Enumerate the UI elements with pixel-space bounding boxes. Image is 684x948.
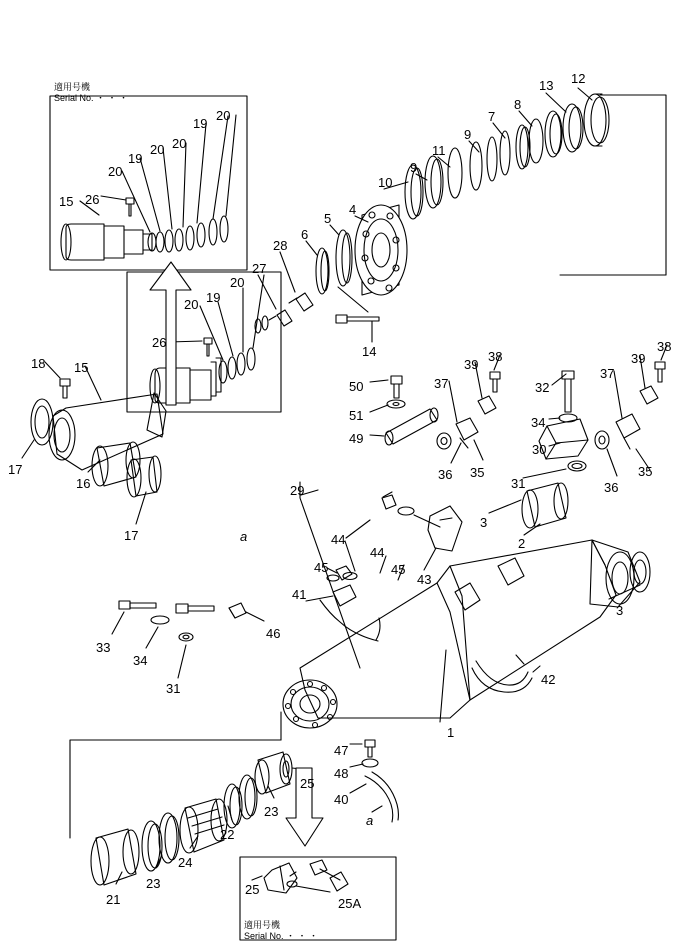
callout-46: 46 bbox=[266, 626, 281, 641]
callout-51: 51 bbox=[349, 408, 364, 423]
callout-24: 24 bbox=[178, 855, 193, 870]
callout-9-b: 9 bbox=[410, 160, 418, 175]
serial-note-bottom-line1: 適用号機 bbox=[244, 920, 281, 930]
callout-19-b: 19 bbox=[128, 151, 143, 166]
callout-20-a: 20 bbox=[216, 108, 231, 123]
callout-14: 14 bbox=[362, 344, 377, 359]
callout-20-b: 20 bbox=[172, 136, 187, 151]
callout-23-a: 23 bbox=[264, 804, 279, 819]
callout-28: 28 bbox=[273, 238, 288, 253]
callout-section-a-lower: a bbox=[366, 813, 374, 828]
callout-39-a: 39 bbox=[464, 357, 479, 372]
callout-29: 29 bbox=[290, 483, 305, 498]
callout-34-b: 34 bbox=[133, 653, 148, 668]
serial-note-bottom-line2: Serial No. ・ ・ ・ bbox=[244, 931, 319, 942]
callout-44-a: 44 bbox=[331, 532, 346, 547]
callout-36-b: 36 bbox=[604, 480, 619, 495]
callout-15-b: 15 bbox=[74, 360, 89, 375]
pin-28 bbox=[289, 293, 313, 311]
callout-13: 13 bbox=[539, 78, 554, 93]
callout-3-b: 3 bbox=[616, 603, 624, 618]
callout-50: 50 bbox=[349, 379, 364, 394]
callout-44-b: 44 bbox=[370, 545, 385, 560]
callout-38-b: 38 bbox=[657, 339, 672, 354]
callout-5: 5 bbox=[324, 211, 332, 226]
callout-16: 16 bbox=[76, 476, 91, 491]
callout-21: 21 bbox=[106, 892, 121, 907]
callout-17-b: 17 bbox=[124, 528, 139, 543]
callout-32: 32 bbox=[535, 380, 550, 395]
callout-25A: 25A bbox=[338, 896, 362, 911]
callout-34-a: 34 bbox=[531, 415, 546, 430]
lower-fasteners-47-48-40 bbox=[362, 740, 398, 822]
callout-31-a: 31 bbox=[511, 476, 526, 491]
callout-35-b: 35 bbox=[638, 464, 653, 479]
callout-43: 43 bbox=[417, 572, 432, 587]
callout-31-b: 31 bbox=[166, 681, 181, 696]
callout-15-a: 15 bbox=[59, 194, 74, 209]
callout-11: 11 bbox=[432, 143, 446, 158]
callout-49: 49 bbox=[349, 431, 364, 446]
callout-27: 27 bbox=[252, 261, 267, 276]
callout-6: 6 bbox=[301, 227, 309, 242]
serial-note-top-line2: Serial No. ・ ・ ・ bbox=[54, 93, 129, 104]
callout-45-a: 45 bbox=[314, 560, 329, 575]
callout-18: 18 bbox=[31, 356, 46, 371]
bolt-14 bbox=[336, 315, 379, 342]
callout-10: 10 bbox=[378, 175, 393, 190]
callout-45-b: 45 bbox=[391, 562, 406, 577]
callout-48: 48 bbox=[334, 766, 349, 781]
lower-left-fasteners bbox=[119, 601, 246, 641]
callout-8: 8 bbox=[514, 97, 522, 112]
callout-26-b: 26 bbox=[152, 335, 167, 350]
callout-9-a: 9 bbox=[464, 127, 472, 142]
callout-23-b: 23 bbox=[146, 876, 161, 891]
callout-section-a-upper: a bbox=[240, 529, 248, 544]
part-27 bbox=[255, 310, 292, 333]
callout-25-b: 25 bbox=[245, 882, 260, 897]
callout-20-e: 20 bbox=[230, 275, 245, 290]
callout-42: 42 bbox=[541, 672, 556, 687]
serial-note-top bbox=[54, 82, 128, 105]
callout-25-a: 25 bbox=[300, 776, 315, 791]
cylinder-head-flange bbox=[355, 205, 407, 295]
bushing-2 bbox=[522, 483, 568, 528]
callout-20-f: 20 bbox=[184, 297, 199, 312]
callout-33: 33 bbox=[96, 640, 111, 655]
callout-38-a: 38 bbox=[488, 349, 503, 364]
cylinder-tube bbox=[283, 540, 650, 728]
callout-26-a: 26 bbox=[85, 192, 100, 207]
callout-20-c: 20 bbox=[150, 142, 165, 157]
callout-17-a: 17 bbox=[8, 462, 23, 477]
callout-36-a: 36 bbox=[438, 467, 453, 482]
callout-35-a: 35 bbox=[470, 465, 485, 480]
callout-47: 47 bbox=[334, 743, 349, 758]
rod-end-left bbox=[31, 379, 166, 497]
callout-40: 40 bbox=[334, 792, 349, 807]
callout-37-b: 37 bbox=[600, 366, 615, 381]
valve-block-group bbox=[382, 362, 665, 551]
inset-box-middle bbox=[127, 262, 281, 412]
callout-19-a: 19 bbox=[193, 116, 208, 131]
serial-note-bottom bbox=[244, 920, 318, 943]
callout-39-b: 39 bbox=[631, 351, 646, 366]
callout-22: 22 bbox=[220, 827, 235, 842]
callout-19-c: 19 bbox=[206, 290, 221, 305]
callout-4: 4 bbox=[349, 202, 357, 217]
callout-30: 30 bbox=[532, 442, 547, 457]
callout-20-d: 20 bbox=[108, 164, 123, 179]
callout-1: 1 bbox=[447, 725, 455, 740]
callout-2: 2 bbox=[518, 536, 526, 551]
callout-41: 41 bbox=[292, 587, 307, 602]
callout-12: 12 bbox=[571, 71, 586, 86]
callout-37-a: 37 bbox=[434, 376, 449, 391]
callout-7: 7 bbox=[488, 109, 496, 124]
serial-note-top-line1: 適用号機 bbox=[54, 82, 91, 92]
callout-3-a: 3 bbox=[480, 515, 488, 530]
